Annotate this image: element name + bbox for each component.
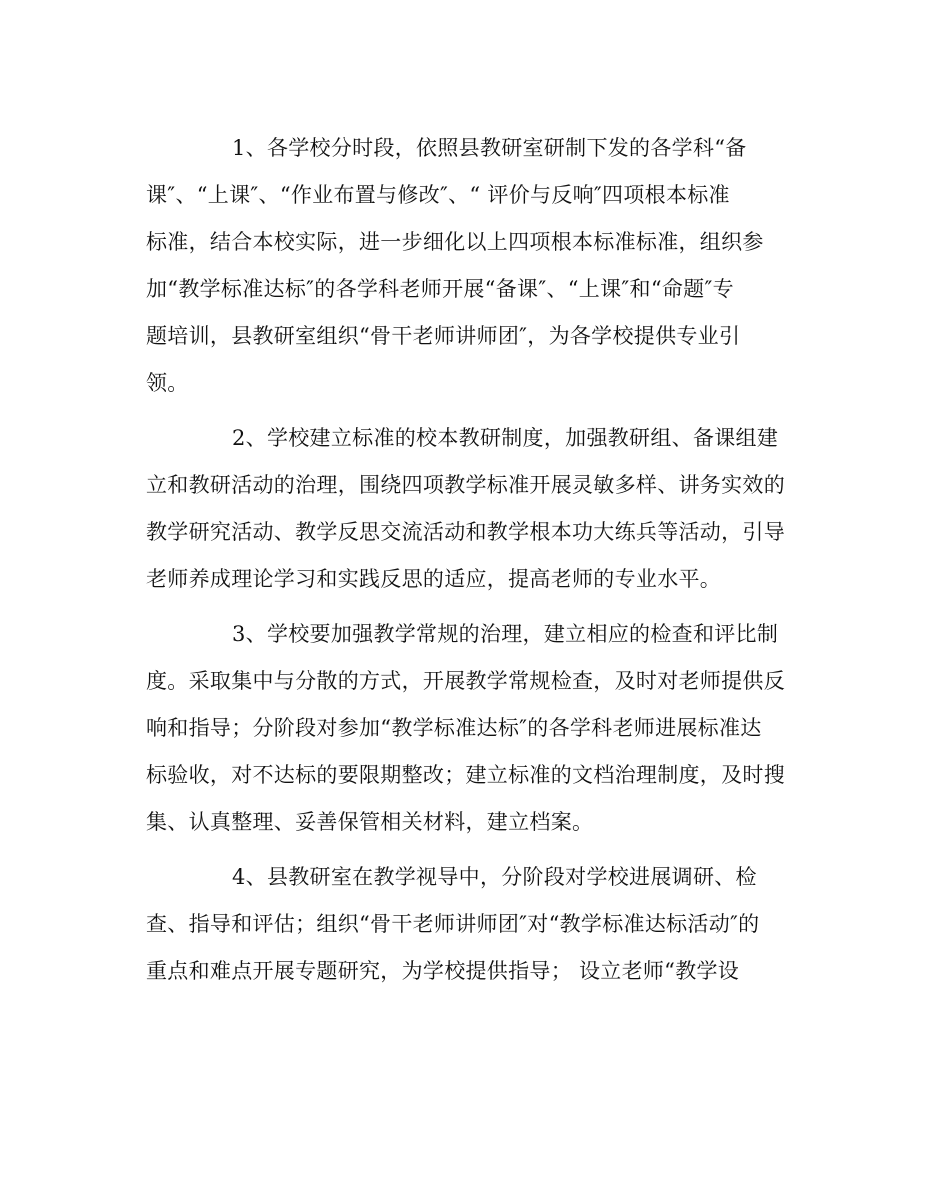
paragraph-2-line-3: 教学研究活动、教学反思交流活动和教学根本功大练兵等活动，引导	[146, 520, 785, 544]
paragraph-2-line-4: 老师养成理论学习和实践反思的适应，提高老师的专业水平。	[146, 567, 722, 591]
paragraph-2-line-1: 2、学校建立标准的校本教研制度，加强教研组、备课组建	[232, 426, 779, 450]
paragraph-4-line-1: 4、县教研室在教学视导中，分阶段对学校进展调研、检	[232, 865, 757, 889]
paragraph-1-line-2: 课″、“上课″、“作业布置与修改″、“ 评价与反响″四项根本标准	[146, 183, 730, 207]
paragraph-1-line-3: 标准，结合本校实际，进一步细化以上四项根本标准标准，组织参	[146, 230, 764, 254]
paragraph-3-line-1: 3、学校要加强教学常规的治理，建立相应的检查和评比制	[232, 622, 779, 646]
paragraph-3-line-3: 响和指导；分阶段对参加“教学标准达标″的各学科老师进展标准达	[146, 716, 762, 740]
paragraph-3-line-5: 集、认真整理、妥善保管相关材料，建立档案。	[146, 810, 594, 834]
paragraph-1-line-5: 题培训，县教研室组织“骨干老师讲师团″，为各学校提供专业引	[146, 324, 741, 348]
paragraph-1-line-4: 加“教学标准达标″的各学科老师开展“备课″、“上课″和“命题″专	[146, 277, 734, 301]
paragraph-2-line-2: 立和教研活动的治理，围绕四项教学标准开展灵敏多样、讲务实效的	[146, 473, 785, 497]
paragraph-4-line-3: 重点和难点开展专题研究，为学校提供指导； 设立老师“教学设	[146, 959, 740, 983]
paragraph-3-line-2: 度。采取集中与分散的方式，开展教学常规检查，及时对老师提供反	[146, 669, 785, 693]
paragraph-1-line-1: 1、各学校分时段，依照县教研室研制下发的各学科“备	[232, 136, 747, 160]
paragraph-4-line-2: 查、指导和评估；组织“骨干老师讲师团″对“教学标准达标活动″的	[146, 912, 760, 936]
paragraph-1-line-6: 领。	[146, 371, 189, 395]
paragraph-3-line-4: 标验收，对不达标的要限期整改；建立标准的文档治理制度，及时搜	[146, 763, 785, 787]
